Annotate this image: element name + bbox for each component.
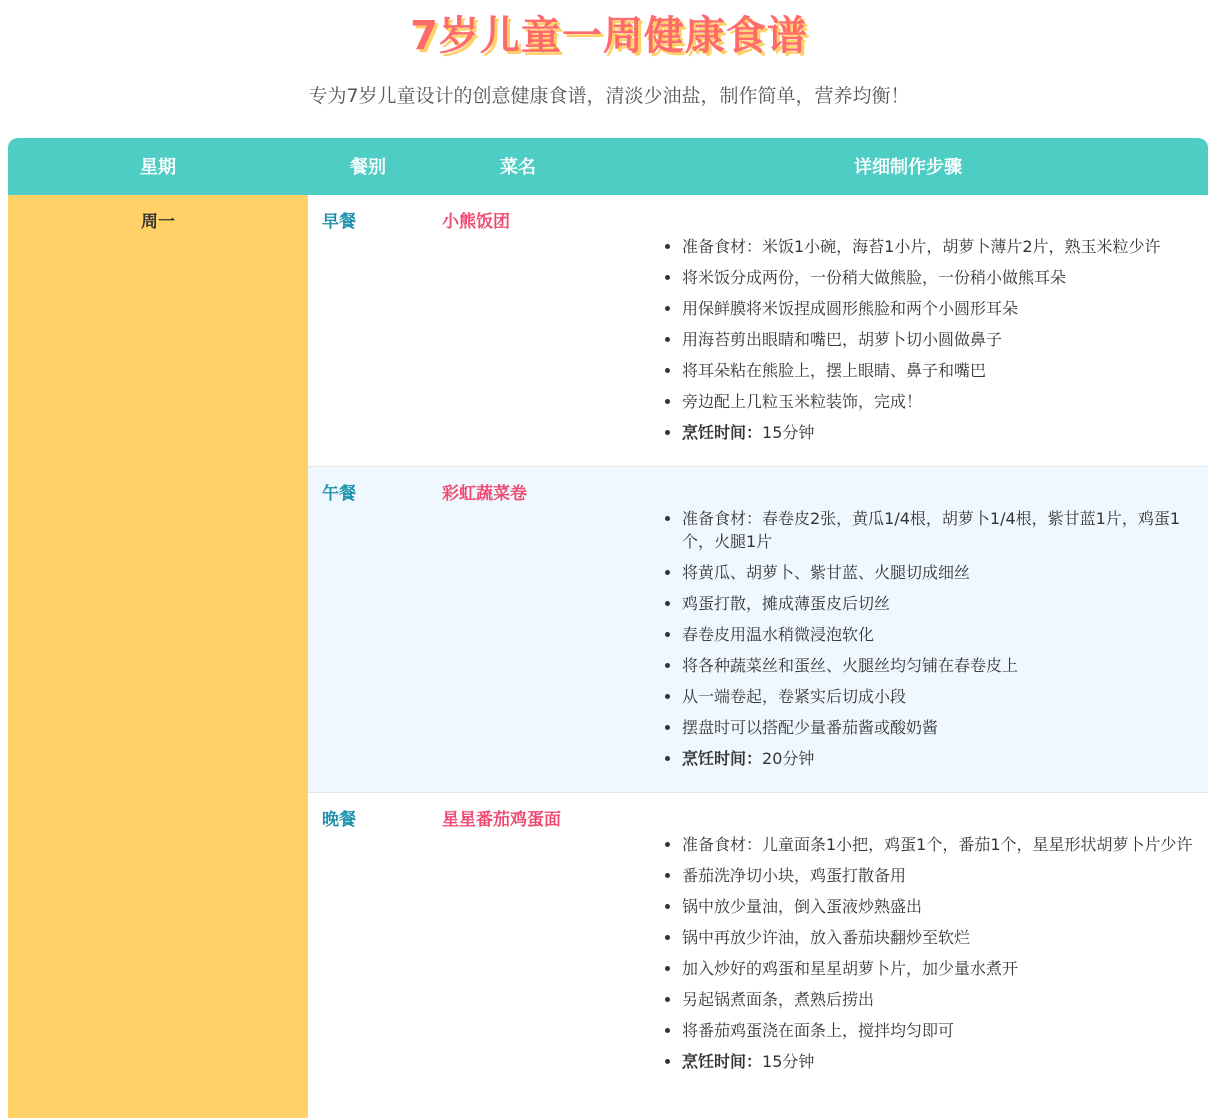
step-item: • 锅中放少量油，倒入蛋液炒熟盛出 [682,895,1202,918]
cooking-time-label: 烹饪时间： [682,423,763,442]
meal-type: 午餐 [322,484,356,504]
meal-row-breakfast [308,195,1208,467]
cooking-time [682,1050,1202,1073]
step-item: • 另起锅煮面条，煮熟后捞出 [682,988,1202,1011]
step-item: • 准备食材：儿童面条1小把，鸡蛋1个，番茄1个，星星形状胡萝卜片少许 [682,833,1202,856]
dish-name: 小熊饭团 [442,212,510,232]
header-day: 星期 [140,157,176,178]
day-label: 周一 [141,212,175,232]
recipe-table [8,138,1208,1118]
step-list [664,235,1202,452]
meal-type: 晚餐 [322,810,356,830]
step-item: • 用海苔剪出眼睛和嘴巴，胡萝卜切小圆做鼻子 [682,328,1202,351]
header-dish: 菜名 [500,157,536,178]
step-item: • 准备食材：春卷皮2张，黄瓜1/4根，胡萝卜1/4根，紫甘蓝1片，鸡蛋1个，火腿1片 [682,507,1202,553]
page-title: 7岁儿童一周健康食谱 [410,13,808,59]
cooking-time [682,747,1202,770]
meal-row-dinner [308,793,1208,1093]
step-item: • 锅中再放少许油，放入番茄块翻炒至软烂 [682,926,1202,949]
step-item: • 将黄瓜、胡萝卜、紫甘蓝、火腿切成细丝 [682,561,1202,584]
step-item: • 摆盘时可以搭配少量番茄酱或酸奶酱 [682,716,1202,739]
cooking-time-value: 20分钟 [762,749,815,768]
step-item: • 将米饭分成两份，一份稍大做熊脸，一份稍小做熊耳朵 [682,266,1202,289]
step-item: • 鸡蛋打散，摊成薄蛋皮后切丝 [682,592,1202,615]
header-steps: 详细制作步骤 [854,157,962,178]
page-subtitle: 专为7岁儿童设计的创意健康食谱，清淡少油盐，制作简单，营养均衡！ [308,85,910,107]
step-item: • 加入炒好的鸡蛋和星星胡萝卜片，加少量水煮开 [682,957,1202,980]
day-cell [8,195,308,1118]
cooking-time-value: 15分钟 [762,1052,815,1071]
header-meal: 餐别 [350,157,386,178]
cooking-time-value: 15分钟 [762,423,815,442]
step-item: • 将各种蔬菜丝和蛋丝、火腿丝均匀铺在春卷皮上 [682,654,1202,677]
step-list [664,507,1202,778]
step-item: • 将耳朵粘在熊脸上，摆上眼睛、鼻子和嘴巴 [682,359,1202,382]
step-item: • 准备食材：米饭1小碗，海苔1小片，胡萝卜薄片2片，熟玉米粒少许 [682,235,1202,258]
step-item: • 番茄洗净切小块，鸡蛋打散备用 [682,864,1202,887]
dish-name: 星星番茄鸡蛋面 [442,810,561,830]
step-item: • 春卷皮用温水稍微浸泡软化 [682,623,1202,646]
meal-row-lunch [308,467,1208,793]
step-list [664,833,1202,1081]
dish-name: 彩虹蔬菜卷 [442,484,527,504]
step-item: • 从一端卷起，卷紧实后切成小段 [682,685,1202,708]
cooking-time-label: 烹饪时间： [682,1052,763,1071]
cooking-time-label: 烹饪时间： [682,749,763,768]
step-item: • 用保鲜膜将米饭捏成圆形熊脸和两个小圆形耳朵 [682,297,1202,320]
table-header [8,138,1208,195]
step-item: • 旁边配上几粒玉米粒装饰，完成！ [682,390,1202,413]
meal-type: 早餐 [322,212,356,232]
cooking-time [682,421,1202,444]
step-item: • 将番茄鸡蛋浇在面条上，搅拌均匀即可 [682,1019,1202,1042]
